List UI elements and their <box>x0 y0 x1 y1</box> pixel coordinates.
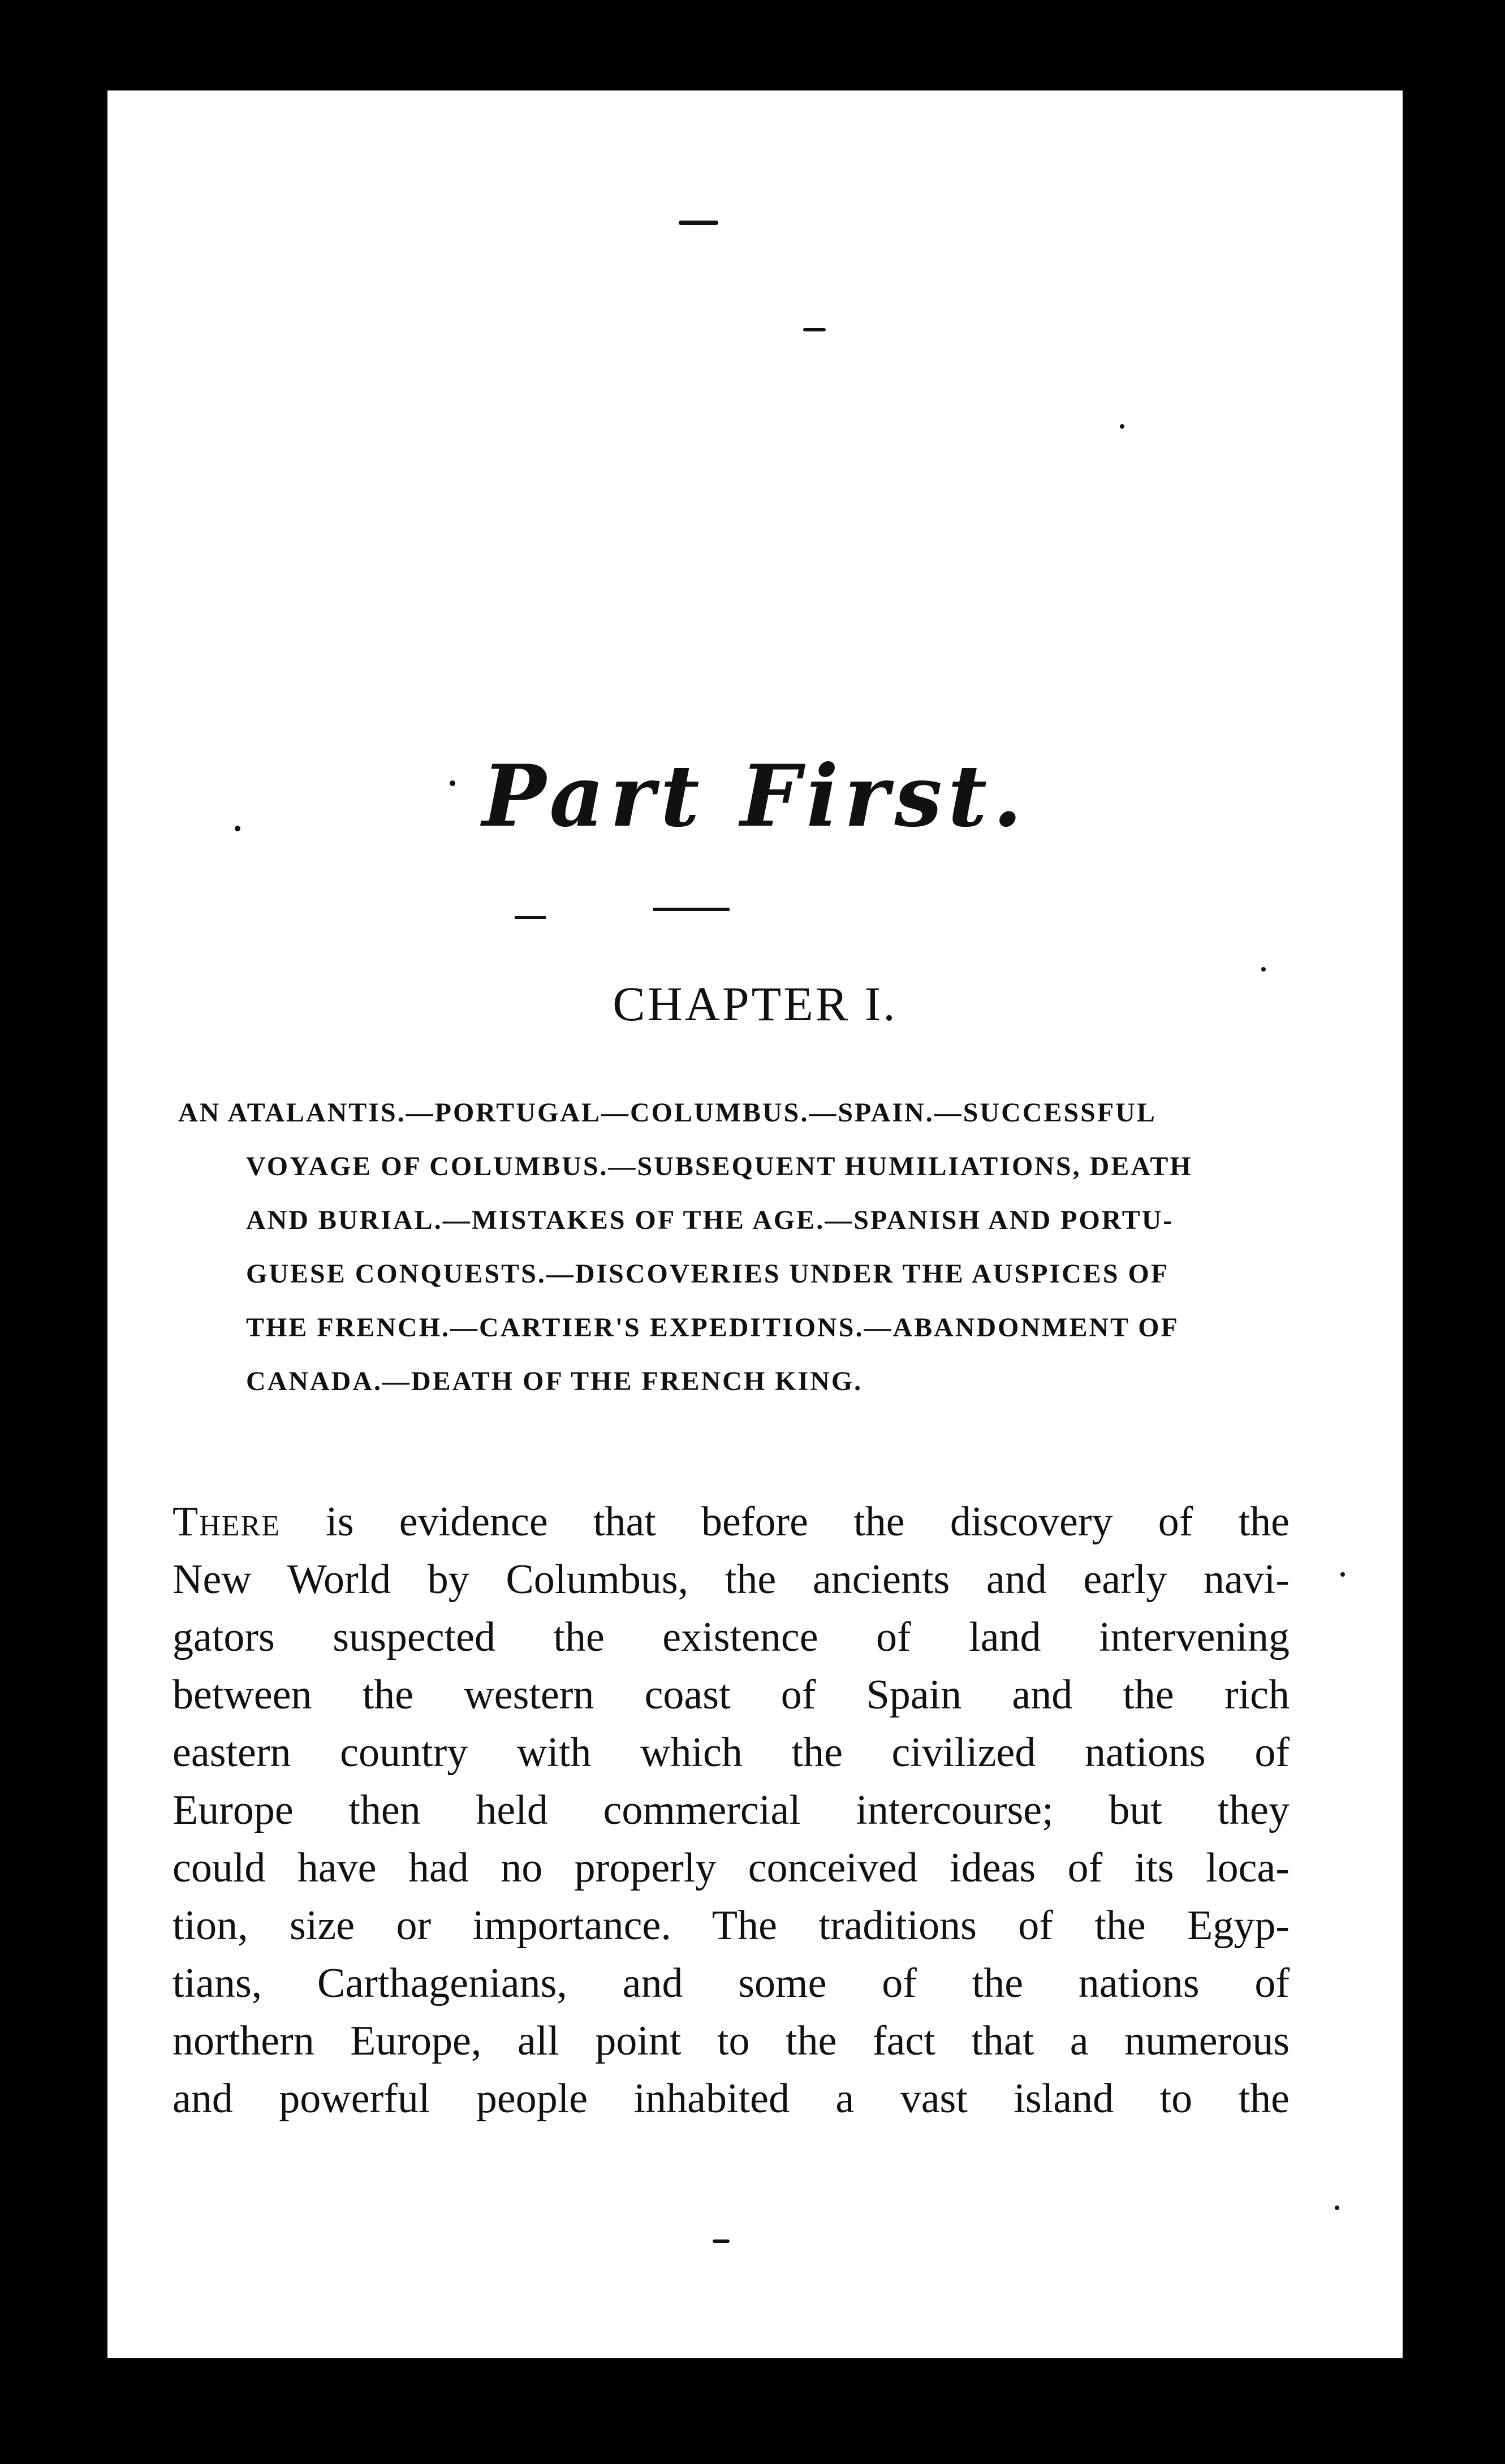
ink-speck <box>713 2239 730 2243</box>
body-line: gators suspected the existence of land intervening <box>173 1614 1290 1660</box>
body-line: northern Europe, all point to the fact that a numerous <box>173 2018 1290 2064</box>
body-line: tians, Carthagenians, and some of the nations of <box>173 1960 1290 2006</box>
part-title: Part First. <box>482 746 1028 846</box>
body-line-text: is evidence that before the discovery of the <box>280 1499 1290 1545</box>
body-line: New World by Columbus, the ancients and early navi- <box>173 1556 1290 1603</box>
body-paragraph <box>173 1493 1290 2128</box>
ink-speck <box>1261 967 1266 972</box>
summary-line: CANADA.—DEATH OF THE FRENCH KING. <box>246 1366 863 1396</box>
body-line: eastern country with which the civilized nations of <box>173 1729 1290 1776</box>
body-line: between the western coast of Spain and the rich <box>173 1672 1290 1718</box>
summary-line: THE FRENCH.—CARTIER'S EXPEDITIONS.—ABANDONMENT OF <box>246 1313 1179 1343</box>
body-line: Europe then held commercial intercourse; but they <box>173 1787 1290 1833</box>
body-line: and powerful people inhabited a vast island to the <box>173 2075 1290 2122</box>
summary-line: AN ATALANTIS.—PORTUGAL—COLUMBUS.—SPAIN.—SUCCESSFUL <box>178 1098 1157 1128</box>
body-line: tion, size or importance. The traditions of the Egyp- <box>173 1902 1290 1949</box>
body-line <box>173 1493 1290 1551</box>
summary-line: AND BURIAL.—MISTAKES OF THE AGE.—SPANISH AND PORTU- <box>246 1205 1174 1235</box>
page-edge-shadow <box>0 0 23 2464</box>
title-rule <box>653 908 730 911</box>
short-rule <box>515 916 546 919</box>
summary-line: GUESE CONQUESTS.—DISCOVERIES UNDER THE AUSPICES OF <box>246 1259 1170 1289</box>
drop-word: There <box>173 1499 281 1545</box>
paper-sheet <box>107 90 1403 2358</box>
chapter-summary <box>178 1086 1287 1408</box>
ink-speck <box>1120 424 1124 429</box>
ink-speck <box>1340 1572 1345 1577</box>
ink-speck <box>1335 2206 1339 2210</box>
chapter-heading: CHAPTER I. <box>613 977 898 1031</box>
body-line: could have had no properly conceived ideas of its loca- <box>173 1845 1290 1891</box>
summary-line: VOYAGE OF COLUMBUS.—SUBSEQUENT HUMILIATIONS, DEATH <box>246 1151 1193 1181</box>
ink-speck <box>803 328 826 331</box>
ink-speck <box>679 221 718 225</box>
